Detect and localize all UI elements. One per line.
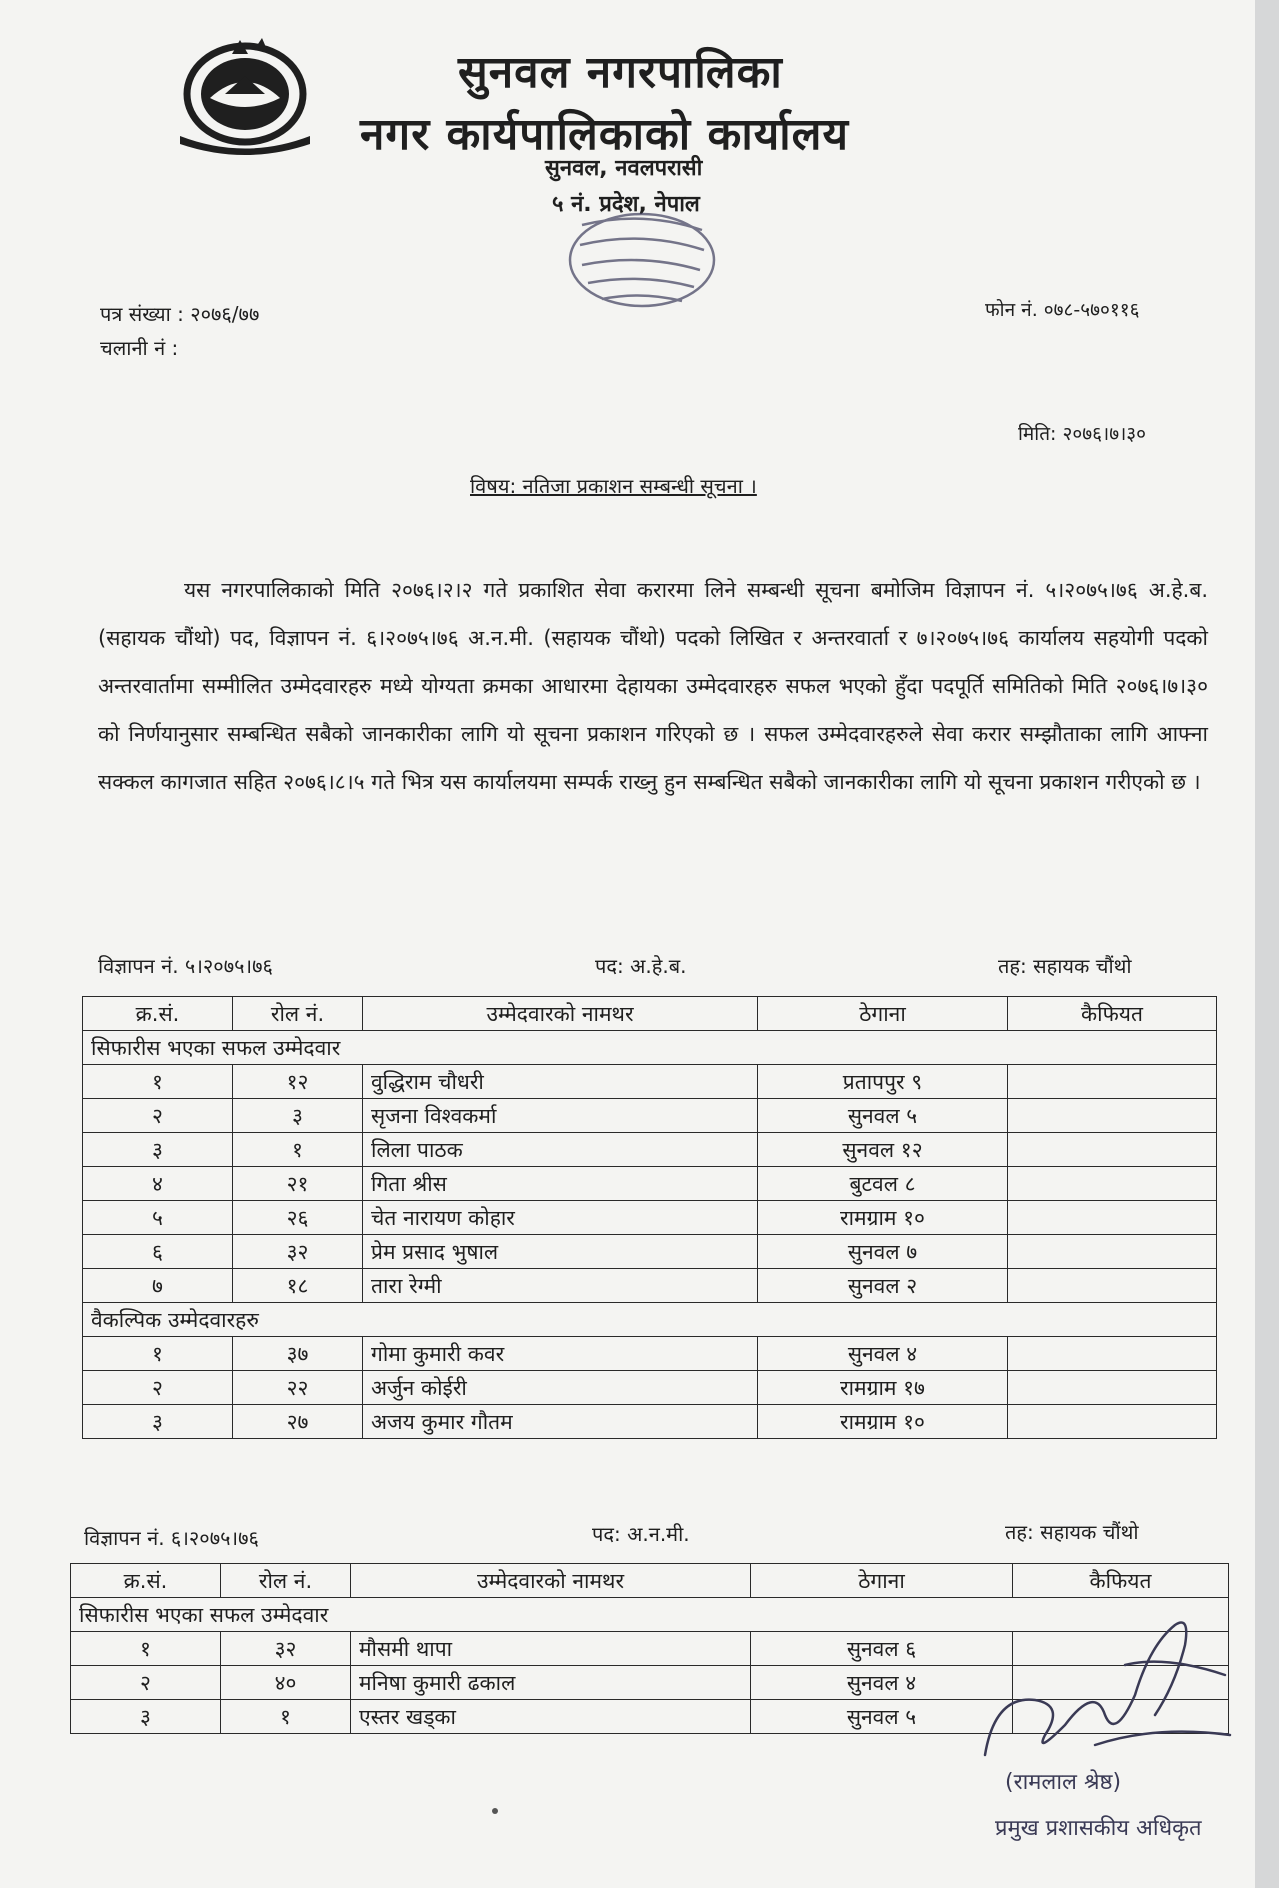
candidate-name-cell: सृजना विश्वकर्मा	[363, 1099, 758, 1133]
remarks-cell	[1008, 1133, 1217, 1167]
header-sn: क्र.सं.	[83, 997, 233, 1031]
roll-number-cell: ३२	[233, 1235, 363, 1269]
header-remarks: कैफियत	[1008, 997, 1217, 1031]
serial-number-cell: १	[83, 1065, 233, 1099]
header-roll: रोल नं.	[221, 1564, 351, 1598]
header-sn: क्र.सं.	[71, 1564, 221, 1598]
address-cell: रामग्राम १०	[758, 1201, 1008, 1235]
letter-number: पत्र संख्या : २०७६/७७	[100, 302, 260, 326]
serial-number-cell: ३	[83, 1405, 233, 1439]
candidate-name-cell: तारा रेग्मी	[363, 1269, 758, 1303]
candidate-name-cell: अर्जुन कोईरी	[363, 1371, 758, 1405]
remarks-cell	[1008, 1065, 1217, 1099]
signer-title: प्रमुख प्रशासकीय अधिकृत	[995, 1816, 1202, 1841]
serial-number-cell: ४	[83, 1167, 233, 1201]
serial-number-cell: १	[71, 1632, 221, 1666]
section1-results-table	[82, 996, 1217, 1439]
address-cell: सुनवल ६	[751, 1632, 1013, 1666]
roll-number-cell: ३	[233, 1099, 363, 1133]
table-row	[83, 1201, 1217, 1235]
candidate-name-cell: गोमा कुमारी कवर	[363, 1337, 758, 1371]
roll-number-cell: १८	[233, 1269, 363, 1303]
roll-number-cell: १	[221, 1700, 351, 1734]
office-stamp	[562, 205, 722, 310]
remarks-cell	[1008, 1337, 1217, 1371]
section1-post: पद: अ.हे.ब.	[595, 954, 687, 978]
address-cell: बुटवल ८	[758, 1167, 1008, 1201]
section1-table-body	[83, 1031, 1217, 1439]
serial-number-cell: २	[83, 1099, 233, 1133]
serial-number-cell: २	[83, 1371, 233, 1405]
remarks-cell	[1008, 1167, 1217, 1201]
handwritten-signature	[975, 1605, 1245, 1775]
header-address: ठेगाना	[751, 1564, 1013, 1598]
government-emblem-logo	[170, 36, 320, 156]
paper-mark	[492, 1808, 498, 1814]
group-label: सिफारीस भएका सफल उम्मेदवार	[71, 1598, 1229, 1632]
notice-subject: विषय: नतिजा प्रकाशन सम्बन्धी सूचना ।	[470, 474, 757, 498]
candidate-name-cell: चेत नारायण कोहार	[363, 1201, 758, 1235]
remarks-cell	[1008, 1371, 1217, 1405]
section2-level: तह: सहायक चौंथो	[1005, 1520, 1139, 1544]
header-remarks: कैफियत	[1013, 1564, 1229, 1598]
section1-ad-number: विज्ञापन नं. ५।२०७५।७६	[98, 954, 273, 978]
table-row	[83, 1065, 1217, 1099]
group-label: सिफारीस भएका सफल उम्मेदवार	[83, 1031, 1217, 1065]
signer-name: (रामलाल श्रेष्ठ)	[1005, 1770, 1122, 1795]
address-cell: सुनवल ५	[751, 1700, 1013, 1734]
table-row	[83, 1337, 1217, 1371]
address-cell: सुनवल ४	[758, 1337, 1008, 1371]
address-cell: सुनवल ४	[751, 1666, 1013, 1700]
office-location: सुनवल, नवलपरासी	[545, 156, 703, 181]
table-row	[83, 1133, 1217, 1167]
roll-number-cell: २१	[233, 1167, 363, 1201]
group-row	[83, 1303, 1217, 1337]
header-roll: रोल नं.	[233, 997, 363, 1031]
roll-number-cell: २७	[233, 1405, 363, 1439]
table-row	[83, 1269, 1217, 1303]
address-cell: रामग्राम १७	[758, 1371, 1008, 1405]
address-cell: सुनवल २	[758, 1269, 1008, 1303]
table-row	[83, 1167, 1217, 1201]
office-province: ५ नं. प्रदेश, नेपाल	[552, 192, 700, 217]
address-cell: प्रतापपुर ९	[758, 1065, 1008, 1099]
group-label: वैकल्पिक उम्मेदवारहरु	[83, 1303, 1217, 1337]
roll-number-cell: १२	[233, 1065, 363, 1099]
table-row	[83, 1371, 1217, 1405]
section1-level: तह: सहायक चौंथो	[998, 954, 1132, 978]
group-row	[83, 1031, 1217, 1065]
roll-number-cell: २२	[233, 1371, 363, 1405]
candidate-name-cell: लिला पाठक	[363, 1133, 758, 1167]
table-header-row	[83, 997, 1217, 1031]
table-row	[83, 1235, 1217, 1269]
remarks-cell	[1008, 1099, 1217, 1133]
roll-number-cell: ३२	[221, 1632, 351, 1666]
candidate-name-cell: एस्तर खड्का	[351, 1700, 751, 1734]
table-row	[83, 1405, 1217, 1439]
serial-number-cell: ६	[83, 1235, 233, 1269]
candidate-name-cell: वुद्धिराम चौधरी	[363, 1065, 758, 1099]
serial-number-cell: ७	[83, 1269, 233, 1303]
serial-number-cell: ३	[71, 1700, 221, 1734]
dispatch-number: चलानी नं :	[100, 336, 179, 360]
notice-date: मिति: २०७६।७।३०	[1018, 423, 1147, 445]
candidate-name-cell: गिता श्रीस	[363, 1167, 758, 1201]
remarks-cell	[1008, 1269, 1217, 1303]
roll-number-cell: २६	[233, 1201, 363, 1235]
header-name: उम्मेदवारको नामथर	[351, 1564, 751, 1598]
remarks-cell	[1008, 1405, 1217, 1439]
roll-number-cell: ४०	[221, 1666, 351, 1700]
org-name: सुनवल नगरपालिका	[458, 47, 783, 98]
office-name: नगर कार्यपालिकाको कार्यालय	[360, 109, 849, 160]
table-row	[83, 1099, 1217, 1133]
candidate-name-cell: अजय कुमार गौतम	[363, 1405, 758, 1439]
section2-post: पद: अ.न.मी.	[592, 1522, 690, 1546]
phone-number: फोन नं. ०७८-५७०११६	[985, 299, 1140, 321]
remarks-cell	[1008, 1235, 1217, 1269]
candidate-name-cell: प्रेम प्रसाद भुषाल	[363, 1235, 758, 1269]
roll-number-cell: ३७	[233, 1337, 363, 1371]
section2-ad-number: विज्ञापन नं. ६।२०७५।७६	[84, 1526, 259, 1550]
notice-body	[98, 566, 1208, 806]
roll-number-cell: १	[233, 1133, 363, 1167]
candidate-name-cell: मनिषा कुमारी ढकाल	[351, 1666, 751, 1700]
serial-number-cell: २	[71, 1666, 221, 1700]
serial-number-cell: ३	[83, 1133, 233, 1167]
header-name: उम्मेदवारको नामथर	[363, 997, 758, 1031]
serial-number-cell: १	[83, 1337, 233, 1371]
page-edge	[1255, 0, 1279, 1888]
address-cell: सुनवल ५	[758, 1099, 1008, 1133]
table-header-row	[71, 1564, 1229, 1598]
address-cell: सुनवल १२	[758, 1133, 1008, 1167]
remarks-cell	[1008, 1201, 1217, 1235]
header-address: ठेगाना	[758, 997, 1008, 1031]
serial-number-cell: ५	[83, 1201, 233, 1235]
address-cell: सुनवल ७	[758, 1235, 1008, 1269]
notice-body-text: यस नगरपालिकाको मिति २०७६।२।२ गते प्रकाशित सेवा करारमा लिने सम्बन्धी सूचना बमोजिम विज्ञापन नं. ५।२०७५।७६ अ.हे.ब. (सहायक चौंथो) पद, विज्ञापन नं. ६।२०७५।७६ अ.न.मी. (सहायक चौंथो) पदको लिखित र अन्तरवार्ता र ७।२०७५।७६ कार्यालय सहयोगी पदको अन्तरवार्तामा सम्मीलित उम्मेदवारहरु मध्ये योग्यता क्रमका आधारमा देहायका उम्मेदवारहरु सफल भएको हुँदा पदपूर्ति समितिको मिति २०७६।७।३० को निर्णयानुसार सम्बन्धित सबैको जानकारीका लागि यो सूचना प्रकाशन गरिएको छ । सफल उम्मेदवारहरुले सेवा करार सम्झौताका लागि आफ्ना सक्कल कागजात सहित २०७६।८।५ गते भित्र यस कार्यालयमा सम्पर्क राख्नु हुन सम्बन्धित सबैको जानकारीका लागि यो सूचना प्रकाशन गरीएको छ ।	[98, 578, 1208, 794]
address-cell: रामग्राम १०	[758, 1405, 1008, 1439]
candidate-name-cell: मौसमी थापा	[351, 1632, 751, 1666]
